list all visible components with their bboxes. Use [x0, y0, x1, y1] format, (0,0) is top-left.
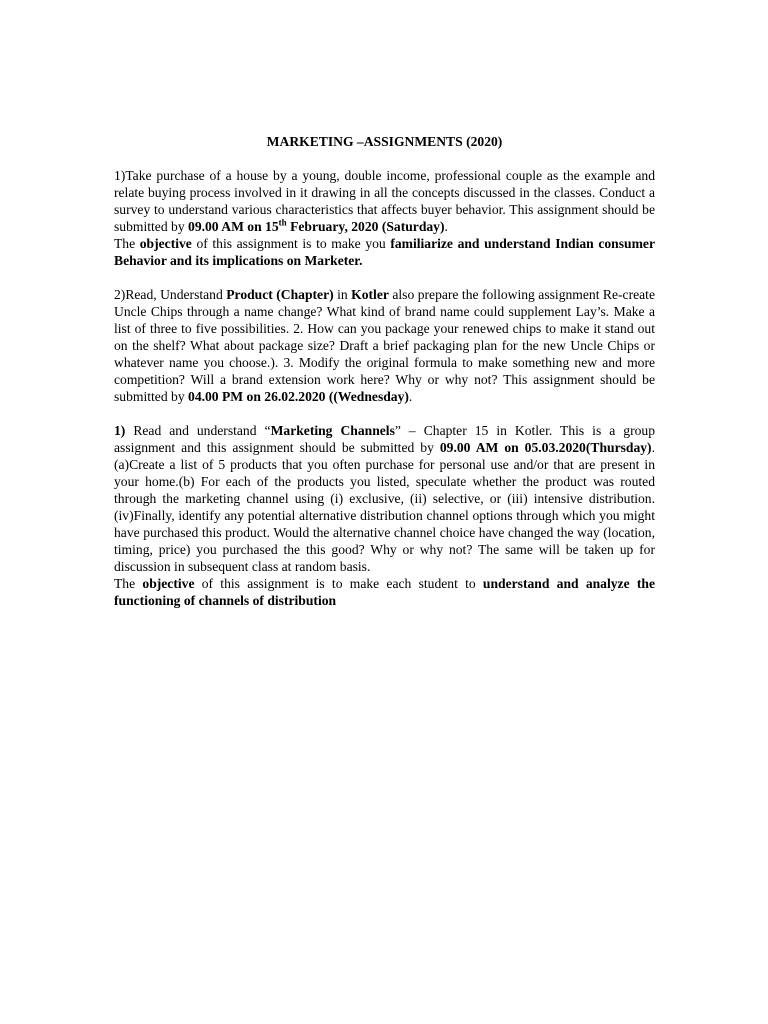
document-body	[114, 133, 655, 609]
assignment-1-objective: The objective of this assignment is to make you familiarize and understand Indian consumer Behavior and its implications on Marketer.	[114, 236, 655, 268]
assignment-3-paragraph: 1) Read and understand “Marketing Channels” – Chapter 15 in Kotler. This is a group assignment and this assignment should be submitted by 09.00 AM on 05.03.2020(Thursday). (a)Create a list of 5 products that you often purchase for personal use and/or that are present in your home.(b) For each of the products you listed, speculate whether the product was routed through the marketing channel using (i) exclusive, (ii) selective, or (iii) intensive distribution. (iv)Finally, identify any potential alternative distribution channel options through which you might have purchased this product. Would the alternative channel choice have changed the way (location, timing, price) you purchased the this good? Why or why not? The same will be taken up for discussion in subsequent class at random basis.	[114, 423, 655, 574]
assignment-1-paragraph: 1)Take purchase of a house by a young, double income, professional couple as the example and relate buying process involved in it drawing in all the concepts discussed in the classes. Conduct a survey to understand various characteristics that affects buyer behavior. This assignment should be submitted by 09.00 AM on 15th February, 2020 (Saturday).	[114, 168, 655, 234]
paragraph-spacer	[114, 405, 655, 422]
assignment-3-objective: The objective of this assignment is to make each student to understand and analyze the functioning of channels of distribution	[114, 576, 655, 608]
assignment-2-paragraph: 2)Read, Understand Product (Chapter) in Kotler also prepare the following assignment Re-create Uncle Chips through a name change? What kind of brand name could supplement Lay’s. Make a list of three to five possibilities. 2. How can you package your renewed chips to make it stand out on the shelf? What about package size? Draft a brief packaging plan for the new Uncle Chips or whatever name you choose.). 3. Modify the original formula to make something new and more competition? Will a brand extension work here? Why or why not? This assignment should be submitted by 04.00 PM on 26.02.2020 ((Wednesday).	[114, 287, 655, 404]
page-title: MARKETING –ASSIGNMENTS (2020)	[266, 134, 503, 149]
paragraph-spacer	[114, 269, 655, 286]
